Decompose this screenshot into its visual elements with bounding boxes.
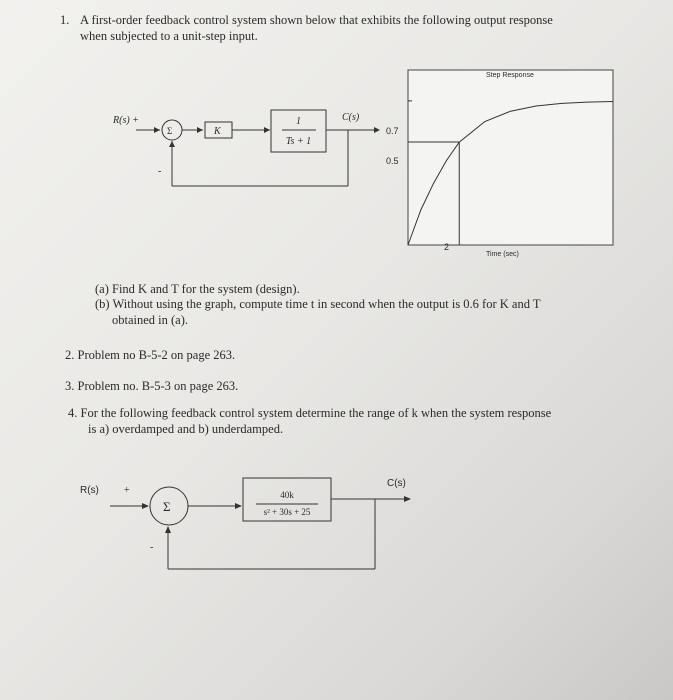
q2-text: 2. Problem no B-5-2 on page 263. xyxy=(65,348,236,362)
plot-title: Step Response xyxy=(486,72,534,79)
diagram1-minus: - xyxy=(158,166,162,177)
q4-line2: is a) overdamped and b) underdamped. xyxy=(88,422,284,436)
plot-xlabel: Time (sec) xyxy=(486,251,519,258)
part-b-line2: obtained in (a). xyxy=(112,313,189,327)
diagram1-sum-symbol: Σ xyxy=(167,126,173,136)
q4-line1: 4. For the following feedback control system determine the range of k when the system response xyxy=(68,406,552,420)
plot-ytick-05: 0.5 xyxy=(386,156,399,166)
plot-ytick-07: 0.7 xyxy=(386,126,399,136)
diagram2-tf-numerator: 40k xyxy=(280,490,294,500)
part-a: (a) Find K and T for the system (design). xyxy=(95,282,300,296)
diagram2-tf-denominator: s² + 30s + 25 xyxy=(263,507,311,517)
diagram1-tf-numerator: 1 xyxy=(296,116,301,127)
diagram2-sum-symbol: Σ xyxy=(163,499,171,514)
diagram2-minus: - xyxy=(150,542,154,553)
diagram1-input-label: R(s) + xyxy=(113,115,139,126)
diagram1-tf-denominator: Ts + 1 xyxy=(285,136,312,147)
diagram2-output-label: C(s) xyxy=(387,478,406,489)
q1-line2: when subjected to a unit-step input. xyxy=(80,29,258,43)
q3-text: 3. Problem no. B-5-3 on page 263. xyxy=(65,379,239,393)
q1-number: 1. xyxy=(60,13,70,27)
plot-xtick-2: 2 xyxy=(444,242,450,252)
q1-line1: A first-order feedback control system shown below that exhibits the following output response xyxy=(80,13,553,27)
diagram2-plus: + xyxy=(124,485,130,496)
diagram2-input-label: R(s) xyxy=(80,485,99,496)
diagram1-gain-label: K xyxy=(214,126,221,137)
part-b-line1: (b) Without using the graph, compute time t in second when the output is 0.6 for K and T xyxy=(95,297,541,311)
diagram1-output-label: C(s) xyxy=(342,112,360,123)
